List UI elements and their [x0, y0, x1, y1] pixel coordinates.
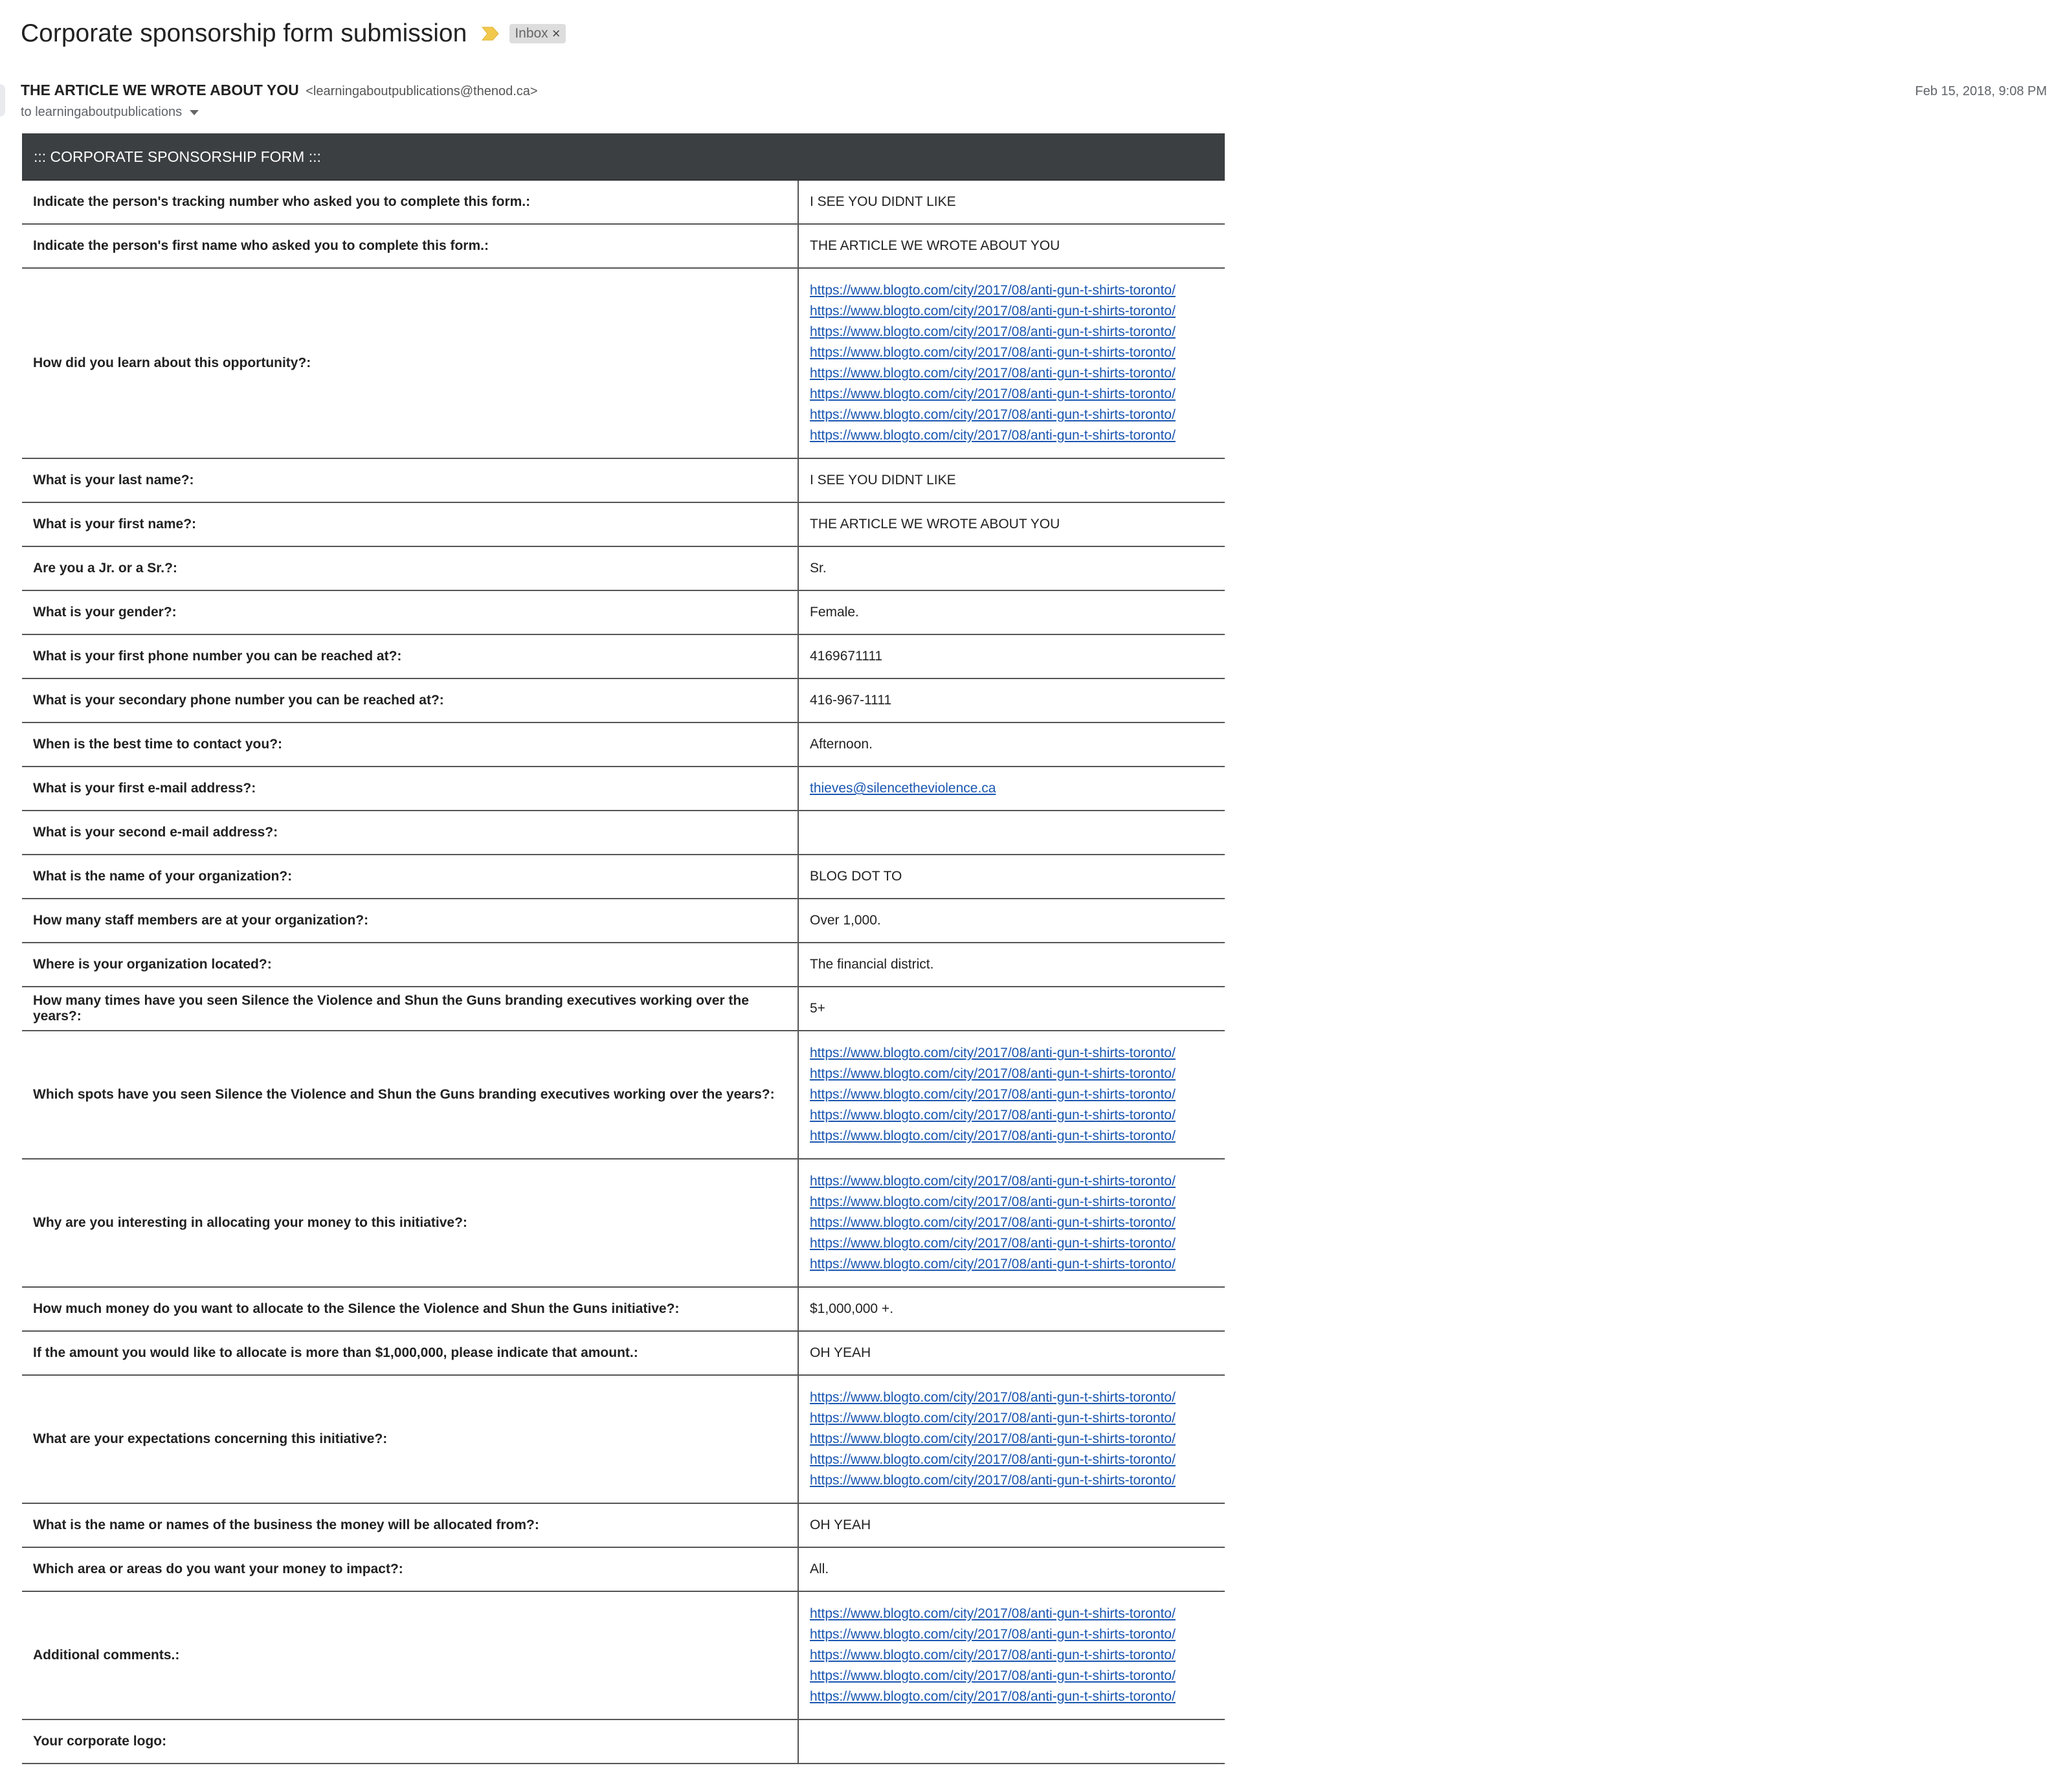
remove-label-icon[interactable]: × — [552, 25, 561, 41]
importance-marker-icon[interactable] — [481, 25, 500, 42]
answer-link[interactable]: https://www.blogto.com/city/2017/08/anti-gun-t-shirts-toronto/ — [810, 1668, 1176, 1683]
form-row — [22, 1031, 1225, 1159]
form-answer: 5+ — [798, 987, 1225, 1031]
answer-link[interactable]: https://www.blogto.com/city/2017/08/anti-gun-t-shirts-toronto/ — [810, 1606, 1176, 1621]
answer-link[interactable]: https://www.blogto.com/city/2017/08/anti-gun-t-shirts-toronto/ — [810, 1108, 1176, 1123]
form-answer: $1,000,000 +. — [798, 1287, 1225, 1331]
form-question: Why are you interesting in allocating your money to this initiative?: — [22, 1159, 798, 1287]
form-answer — [798, 811, 1225, 855]
form-answer: All. — [798, 1547, 1225, 1591]
answer-link[interactable]: https://www.blogto.com/city/2017/08/anti-gun-t-shirts-toronto/ — [810, 1174, 1176, 1189]
form-row — [22, 855, 1225, 899]
form-row — [22, 268, 1225, 458]
answer-link[interactable]: https://www.blogto.com/city/2017/08/anti-gun-t-shirts-toronto/ — [810, 283, 1176, 298]
answer-link[interactable]: https://www.blogto.com/city/2017/08/anti-gun-t-shirts-toronto/ — [810, 407, 1176, 422]
form-question: How did you learn about this opportunity?: — [22, 268, 798, 458]
form-row — [22, 1591, 1225, 1719]
form-question: What is your gender?: — [22, 590, 798, 634]
form-question: How many staff members are at your organization?: — [22, 899, 798, 943]
subject-row — [21, 16, 566, 52]
form-row — [22, 181, 1225, 224]
answer-link[interactable]: https://www.blogto.com/city/2017/08/anti-gun-t-shirts-toronto/ — [810, 1411, 1176, 1426]
sender-name[interactable]: THE ARTICLE WE WROTE ABOUT YOU — [21, 82, 299, 98]
inbox-label-chip[interactable] — [509, 24, 565, 43]
form-answer: OH YEAH — [798, 1331, 1225, 1375]
form-row — [22, 899, 1225, 943]
form-question: Indicate the person's first name who asked you to complete this form.: — [22, 224, 798, 268]
form-table-body — [22, 181, 1225, 1764]
answer-link[interactable]: https://www.blogto.com/city/2017/08/anti-gun-t-shirts-toronto/ — [810, 366, 1176, 381]
form-row — [22, 811, 1225, 855]
form-question: Which area or areas do you want your money to impact?: — [22, 1547, 798, 1591]
form-title: ::: CORPORATE SPONSORSHIP FORM ::: — [22, 133, 1225, 181]
answer-link[interactable]: https://www.blogto.com/city/2017/08/anti-gun-t-shirts-toronto/ — [810, 1431, 1176, 1446]
show-details-caret-icon[interactable] — [190, 110, 199, 115]
form-question: What is the name of your organization?: — [22, 855, 798, 899]
form-question: How many times have you seen Silence the Violence and Shun the Guns branding executives working over the years?: — [22, 987, 798, 1031]
answer-link[interactable]: https://www.blogto.com/city/2017/08/anti-gun-t-shirts-toronto/ — [810, 345, 1176, 360]
form-row — [22, 1287, 1225, 1331]
answer-link[interactable]: https://www.blogto.com/city/2017/08/anti-gun-t-shirts-toronto/ — [810, 1087, 1176, 1102]
form-table — [22, 181, 1225, 1764]
form-row — [22, 943, 1225, 987]
form-question: Are you a Jr. or a Sr.?: — [22, 546, 798, 590]
form-question: What is your second e-mail address?: — [22, 811, 798, 855]
form-question: If the amount you would like to allocate is more than $1,000,000, please indicate that amount.: — [22, 1331, 798, 1375]
form-question: What is your first e-mail address?: — [22, 767, 798, 811]
form-row — [22, 678, 1225, 722]
answer-link[interactable]: https://www.blogto.com/city/2017/08/anti-gun-t-shirts-toronto/ — [810, 1627, 1176, 1642]
form-question: Your corporate logo: — [22, 1719, 798, 1764]
form-question: What is your first name?: — [22, 502, 798, 546]
answer-link[interactable]: thieves@silencetheviolence.ca — [810, 781, 996, 796]
form-row — [22, 502, 1225, 546]
form-question: How much money do you want to allocate to the Silence the Violence and Shun the Guns initiative?: — [22, 1287, 798, 1331]
form-answer: The financial district. — [798, 943, 1225, 987]
form-answer: THE ARTICLE WE WROTE ABOUT YOU — [798, 502, 1225, 546]
answer-link[interactable]: https://www.blogto.com/city/2017/08/anti-gun-t-shirts-toronto/ — [810, 1194, 1176, 1209]
sender-email: <learningaboutpublications@thenod.ca> — [306, 84, 538, 98]
form-question: Additional comments.: — [22, 1591, 798, 1719]
form-row — [22, 634, 1225, 678]
form-row — [22, 546, 1225, 590]
form-row — [22, 767, 1225, 811]
form-row — [22, 224, 1225, 268]
form-answer: 4169671111 — [798, 634, 1225, 678]
form-row — [22, 1503, 1225, 1547]
form-row — [22, 722, 1225, 767]
form-answer — [798, 1719, 1225, 1764]
form-answer — [798, 1159, 1225, 1287]
answer-link[interactable]: https://www.blogto.com/city/2017/08/anti-gun-t-shirts-toronto/ — [810, 1046, 1176, 1060]
form-answer — [798, 268, 1225, 458]
form-question: When is the best time to contact you?: — [22, 722, 798, 767]
sender-line — [21, 82, 538, 99]
form-question: Where is your organization located?: — [22, 943, 798, 987]
answer-link[interactable]: https://www.blogto.com/city/2017/08/anti-gun-t-shirts-toronto/ — [810, 1257, 1176, 1271]
answer-link[interactable]: https://www.blogto.com/city/2017/08/anti-gun-t-shirts-toronto/ — [810, 1452, 1176, 1467]
form-question: What are your expectations concerning this initiative?: — [22, 1375, 798, 1503]
form-row — [22, 1331, 1225, 1375]
form-answer: Female. — [798, 590, 1225, 634]
form-question: What is the name or names of the business the money will be allocated from?: — [22, 1503, 798, 1547]
form-answer — [798, 1375, 1225, 1503]
answer-link[interactable]: https://www.blogto.com/city/2017/08/anti-gun-t-shirts-toronto/ — [810, 1215, 1176, 1230]
form-answer — [798, 1031, 1225, 1159]
answer-link[interactable]: https://www.blogto.com/city/2017/08/anti-gun-t-shirts-toronto/ — [810, 1066, 1176, 1081]
form-answer: THE ARTICLE WE WROTE ABOUT YOU — [798, 224, 1225, 268]
form-answer: BLOG DOT TO — [798, 855, 1225, 899]
form-row — [22, 590, 1225, 634]
email-subject: Corporate sponsorship form submission — [21, 19, 467, 47]
form-question: What is your last name?: — [22, 458, 798, 502]
answer-link[interactable]: https://www.blogto.com/city/2017/08/anti-gun-t-shirts-toronto/ — [810, 428, 1176, 443]
form-answer: 416-967-1111 — [798, 678, 1225, 722]
answer-link[interactable]: https://www.blogto.com/city/2017/08/anti-gun-t-shirts-toronto/ — [810, 1128, 1176, 1143]
form-row — [22, 987, 1225, 1031]
form-answer: Afternoon. — [798, 722, 1225, 767]
answer-link[interactable]: https://www.blogto.com/city/2017/08/anti-gun-t-shirts-toronto/ — [810, 1648, 1176, 1663]
answer-link[interactable]: https://www.blogto.com/city/2017/08/anti-gun-t-shirts-toronto/ — [810, 324, 1176, 339]
recipient-text: to learningaboutpublications — [21, 105, 183, 119]
form-answer — [798, 1591, 1225, 1719]
form-answer: Over 1,000. — [798, 899, 1225, 943]
answer-link[interactable]: https://www.blogto.com/city/2017/08/anti-gun-t-shirts-toronto/ — [810, 1473, 1176, 1488]
form-row — [22, 1375, 1225, 1503]
answer-link[interactable]: https://www.blogto.com/city/2017/08/anti-gun-t-shirts-toronto/ — [810, 386, 1176, 401]
form-row — [22, 458, 1225, 502]
form-answer: I SEE YOU DIDNT LIKE — [798, 458, 1225, 502]
form-answer: OH YEAH — [798, 1503, 1225, 1547]
form-answer — [798, 767, 1225, 811]
email-date: Feb 15, 2018, 9:08 PM — [1915, 84, 2047, 98]
label-chip-text: Inbox — [515, 26, 548, 41]
form-row — [22, 1547, 1225, 1591]
answer-link[interactable]: https://www.blogto.com/city/2017/08/anti-gun-t-shirts-toronto/ — [810, 1236, 1176, 1251]
form-question: Which spots have you seen Silence the Violence and Shun the Guns branding executives working over the years?: — [22, 1031, 798, 1159]
form-answer: I SEE YOU DIDNT LIKE — [798, 181, 1225, 224]
answer-link[interactable]: https://www.blogto.com/city/2017/08/anti-gun-t-shirts-toronto/ — [810, 1390, 1176, 1405]
recipient-line — [21, 105, 199, 120]
form-question: Indicate the person's tracking number who asked you to complete this form.: — [22, 181, 798, 224]
avatar-stub — [0, 84, 5, 117]
form-answer: Sr. — [798, 546, 1225, 590]
form-row — [22, 1719, 1225, 1764]
form-row — [22, 1159, 1225, 1287]
form-question: What is your secondary phone number you can be reached at?: — [22, 678, 798, 722]
form-question: What is your first phone number you can be reached at?: — [22, 634, 798, 678]
answer-link[interactable]: https://www.blogto.com/city/2017/08/anti-gun-t-shirts-toronto/ — [810, 304, 1176, 319]
sponsorship-form — [22, 133, 1225, 1764]
answer-link[interactable]: https://www.blogto.com/city/2017/08/anti-gun-t-shirts-toronto/ — [810, 1689, 1176, 1704]
